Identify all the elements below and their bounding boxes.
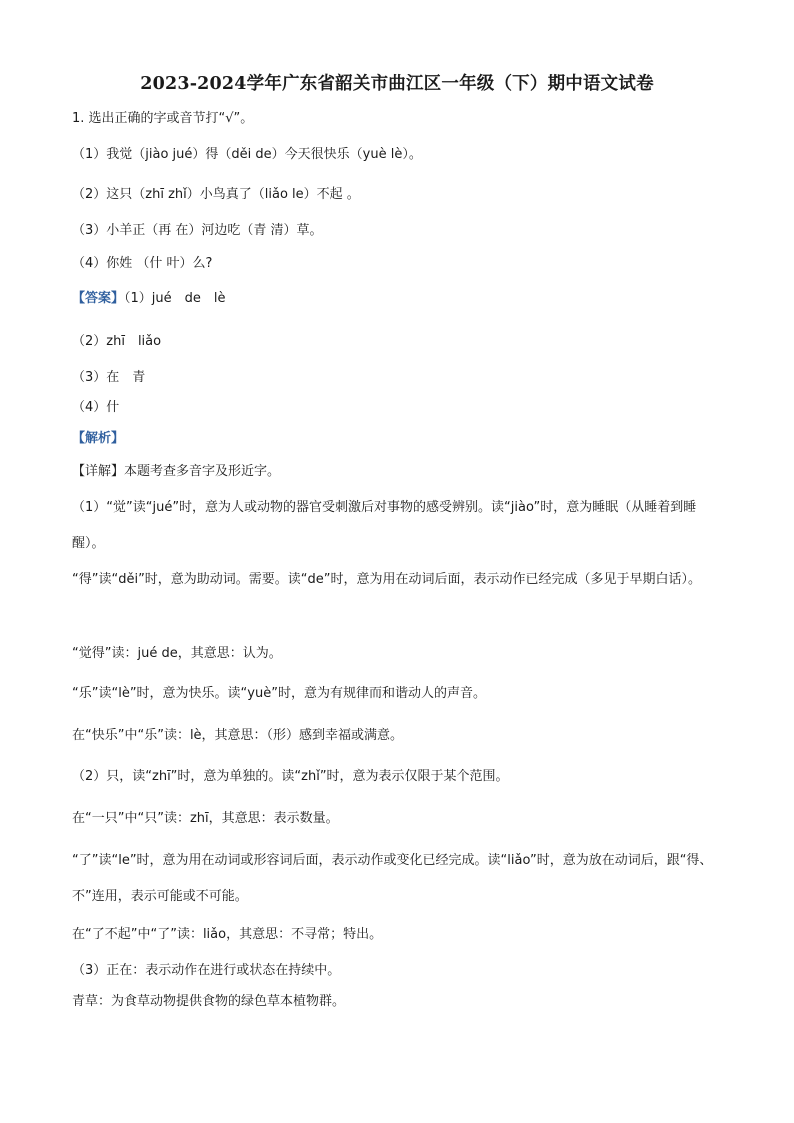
analysis-paragraph-11: 青草：为食草动物提供食物的绿色草本植物群。 [72,994,346,1009]
question-item-4: （4）你姓 （什 叶）么? [72,256,213,271]
document-title: 2023-2024学年广东省韶关市曲江区一年级（下）期中语文试卷 [140,74,654,94]
answer-text-1: （1）jué de lè [124,291,226,306]
answer-text-4: （4）什 [72,400,120,415]
question-item-2: （2）这只（zhī zhǐ）小鸟真了（liǎo le）不起 。 [72,187,360,202]
analysis-paragraph-10: （3）正在：表示动作在进行或状态在持续中。 [72,963,341,978]
answer-text-2: （2）zhī liǎo [72,334,162,349]
analysis-paragraph-4: “乐”读“lè”时，意为快乐。读“yuè”时，意为有规律而和谐动人的声音。 [72,686,486,701]
analysis-paragraph-6: （2）只，读“zhī”时，意为单独的。读“zhǐ”时，意为表示仅限于某个范围。 [72,769,509,784]
analysis-paragraph-2: “得”读“děi”时，意为助动词。需要。读“de”时，意为用在动词后面，表示动作已经完成（多见于早期白话）。 [72,572,702,587]
analysis-paragraph-5: 在“快乐”中“乐”读：lè，其意思：（形）感到幸福或满意。 [72,728,404,743]
detail-tag: 【详解】 [72,464,125,479]
analysis-tag: 【解析】 [72,431,125,446]
answer-tag: 【答案】 [72,291,125,306]
analysis-heading [72,430,124,448]
detail-intro: 本题考查多音字及形近字。 [124,464,281,479]
answer-text-3: （3）在 青 [72,370,146,385]
answer-line [72,290,226,308]
detail-line [72,463,280,481]
analysis-paragraph-7: 在“一只”中“只”读：zhī，其意思：表示数量。 [72,811,339,826]
analysis-paragraph-1: （1）“觉”读“jué”时，意为人或动物的器官受刺激后对事物的感受辨别。读“jiào”时，意为睡眠（从睡着到睡醒）。 [72,500,697,551]
analysis-paragraph-9: 在“了不起”中“了”读：liǎo，其意思：不寻常；特出。 [72,927,383,942]
analysis-paragraph-8: “了”读“le”时，意为用在动词或形容词后面，表示动作或变化已经完成。读“liǎo”时，意为放在动词后，跟“得、不”连用，表示可能或不可能。 [72,853,713,904]
question-stem: 1. 选出正确的字或音节打“√”。 [72,111,254,126]
analysis-paragraph-3: “觉得”读：jué de，其意思：认为。 [72,646,282,661]
question-item-3: （3）小羊正（再 在）河边吃（青 清）草。 [72,223,323,238]
question-item-1: （1）我觉（jiào jué）得（děi de）今天很快乐（yuè lè）。 [72,147,422,162]
